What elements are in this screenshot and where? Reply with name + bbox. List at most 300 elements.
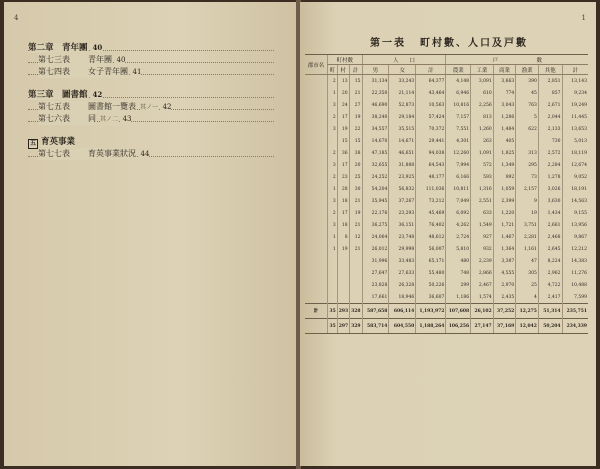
population-table <box>305 54 588 334</box>
table-row <box>305 171 588 183</box>
table-cell: 12,674 <box>562 159 588 171</box>
table-cell: 622 <box>516 123 539 135</box>
table-cell: 2,157 <box>516 183 539 195</box>
table-cell <box>337 291 349 304</box>
column-header: 村 <box>337 65 349 75</box>
table-cell: 2,866 <box>471 267 494 279</box>
right-page-number: 1 <box>581 14 586 22</box>
column-header: 町 <box>328 65 338 75</box>
table-cell <box>337 255 349 267</box>
toc-section-library[interactable] <box>28 89 290 101</box>
table-cell: 583,714 <box>362 319 389 334</box>
row-label <box>305 255 328 267</box>
table-cell: 33,483 <box>389 255 416 267</box>
toc-table-number: 第七三表 <box>38 54 88 66</box>
table-cell: 2,417 <box>538 291 562 304</box>
table-cell: 299 <box>446 279 471 291</box>
table-cell: 27,647 <box>362 267 389 279</box>
table-row <box>305 183 588 195</box>
table-cell: 22,350 <box>362 87 389 99</box>
column-header: 計 <box>562 65 588 75</box>
table-cell: 10,811 <box>446 183 471 195</box>
table-row <box>305 147 588 159</box>
table-cell: 2,970 <box>493 279 516 291</box>
table-cell: 46,690 <box>362 99 389 111</box>
table-cell: 17 <box>337 111 349 123</box>
table-cell: 8 <box>337 231 349 243</box>
table-cell: 1,193,972 <box>416 304 446 319</box>
row-label <box>305 87 328 99</box>
table-cell: 23 <box>337 171 349 183</box>
table-caption: 町村數、人口及戸數 <box>420 38 528 49</box>
table-cell: 51,314 <box>538 304 562 319</box>
table-cell: 64,543 <box>416 159 446 171</box>
table-cell: 10,816 <box>446 99 471 111</box>
table-cell: 29,441 <box>416 135 446 147</box>
table-cell: 14,383 <box>562 255 588 267</box>
table-cell: 3,043 <box>493 99 516 111</box>
table-cell: 73 <box>516 171 539 183</box>
row-label <box>305 219 328 231</box>
row-label <box>305 231 328 243</box>
table-cell: 37,267 <box>389 195 416 207</box>
table-cell: 3 <box>328 159 338 171</box>
table-cell: 892 <box>493 171 516 183</box>
row-label <box>305 171 328 183</box>
table-cell: 47 <box>516 255 539 267</box>
table-cell: 23,925 <box>389 171 416 183</box>
table-cell: 21 <box>349 243 362 255</box>
table-cell: 19 <box>349 207 362 219</box>
table-cell <box>349 255 362 267</box>
table-cell: 7,994 <box>446 159 471 171</box>
table-cell: 64,377 <box>416 75 446 88</box>
table-cell: 1,825 <box>493 147 516 159</box>
table-cell: 31,134 <box>362 75 389 88</box>
toc-item[interactable] <box>28 101 290 113</box>
table-cell: 19 <box>337 123 349 135</box>
table-cell: 5,810 <box>446 243 471 255</box>
table-cell: 405 <box>493 135 516 147</box>
table-cell: 1,220 <box>493 207 516 219</box>
table-cell: 21 <box>349 195 362 207</box>
table-cell: 4,148 <box>446 75 471 88</box>
table-cell: 76,402 <box>416 219 446 231</box>
table-cell: 11,445 <box>562 111 588 123</box>
table-row <box>305 279 588 291</box>
table-cell: 2,399 <box>493 195 516 207</box>
table-cell: 50,226 <box>416 279 446 291</box>
table-cell: 19 <box>349 111 362 123</box>
table-cell: 2 <box>328 147 338 159</box>
toc-item[interactable] <box>28 54 290 66</box>
table-cell: 31,888 <box>389 159 416 171</box>
table-cell: 24 <box>337 99 349 111</box>
table-cell: 2,284 <box>538 159 562 171</box>
table-cell <box>337 267 349 279</box>
row-label <box>305 291 328 304</box>
table-cell: 18,119 <box>562 147 588 159</box>
table-cell: 2 <box>328 171 338 183</box>
column-header: 工業 <box>471 65 494 75</box>
table-cell: 2,962 <box>538 267 562 279</box>
table-cell: 295 <box>516 159 539 171</box>
table-cell: 10,563 <box>416 99 446 111</box>
toc-item-note: 其ノ二 <box>100 114 118 126</box>
toc-table-number: 第七六表 <box>38 113 88 125</box>
table-row <box>305 231 588 243</box>
table-cell: 480 <box>446 255 471 267</box>
table-cell: 3 <box>328 123 338 135</box>
table-cell: 29,184 <box>389 111 416 123</box>
table-cell: 26,328 <box>389 279 416 291</box>
table-cell: 36,151 <box>389 219 416 231</box>
header-area: 郡市名 <box>305 55 328 75</box>
table-row <box>305 159 588 171</box>
row-label <box>305 111 328 123</box>
row-label <box>305 123 328 135</box>
row-label <box>305 279 328 291</box>
table-cell: 1,316 <box>471 183 494 195</box>
table-subheader-row <box>305 65 588 75</box>
table-cell: 56,007 <box>416 243 446 255</box>
table-cell: 2,467 <box>471 279 494 291</box>
table-cell: 1,364 <box>493 243 516 255</box>
left-page-number: 4 <box>14 14 19 22</box>
table-cell: 610 <box>471 87 494 99</box>
table-cell: 30 <box>349 183 362 195</box>
table-cell: 94,038 <box>416 147 446 159</box>
table-cell: 1,091 <box>471 147 494 159</box>
column-header: 計 <box>416 65 446 75</box>
table-cell: 26,012 <box>362 243 389 255</box>
table-cell <box>349 267 362 279</box>
column-header: 計 <box>349 65 362 75</box>
table-cell: 305 <box>516 267 539 279</box>
table-cell: 8,224 <box>538 255 562 267</box>
section-mark: 五 <box>29 140 36 147</box>
table-cell <box>328 291 338 304</box>
table-cell: 15 <box>349 135 362 147</box>
toc-item-title: 青年團 <box>88 55 112 64</box>
toc-section-heading: 第三章 圖書館 <box>28 90 88 100</box>
row-label <box>305 147 328 159</box>
row-label <box>305 135 328 147</box>
toc-item-note: 其ノ一 <box>140 102 158 114</box>
table-cell: 33,243 <box>389 75 416 88</box>
toc-page-number: 44 <box>140 150 150 158</box>
table-cell: 26,102 <box>471 304 494 319</box>
table-cell: 17,661 <box>362 291 389 304</box>
table-cell: 20 <box>349 159 362 171</box>
table-row <box>305 135 588 147</box>
toc-page-number: 42 <box>92 90 103 99</box>
table-cell: 2,724 <box>446 231 471 243</box>
table-cell: 932 <box>471 243 494 255</box>
column-header: 農業 <box>446 65 471 75</box>
table-cell: 48,612 <box>416 231 446 243</box>
table-cell: 1,574 <box>471 291 494 304</box>
table-cell: 35 <box>328 319 338 334</box>
table-cell: 9,155 <box>562 207 588 219</box>
table-cell: 293 <box>337 304 349 319</box>
table-cell <box>516 135 539 147</box>
table-cell: 2 <box>328 207 338 219</box>
table-cell: 15 <box>349 75 362 88</box>
table-cell: 1,467 <box>493 231 516 243</box>
table-cell: 329 <box>349 319 362 334</box>
table-cell: 111,036 <box>416 183 446 195</box>
table-cell: 1 <box>328 87 338 99</box>
table-cell: 45,469 <box>416 207 446 219</box>
table-cell: 19 <box>516 207 539 219</box>
row-label <box>305 183 328 195</box>
table-cell: 587,658 <box>362 304 389 319</box>
table-cell: 3,091 <box>471 75 494 88</box>
table-cell: 774 <box>493 87 516 99</box>
table-cell: 572 <box>471 159 494 171</box>
table-cell: 22,176 <box>362 207 389 219</box>
toc-page-number: 43 <box>122 115 132 123</box>
table-cell: 3,630 <box>538 195 562 207</box>
table-row <box>305 123 588 135</box>
table-cell: 21,114 <box>389 87 416 99</box>
table-cell: 14,563 <box>562 195 588 207</box>
table-cell: 28 <box>337 183 349 195</box>
table-cell: 1,349 <box>493 159 516 171</box>
toc-table-number: 第七七表 <box>38 148 88 160</box>
table-total-row <box>305 304 588 319</box>
toc-item-title: 同 <box>88 114 96 123</box>
table-of-contents <box>28 38 290 160</box>
table-cell: 9 <box>516 195 539 207</box>
table-body <box>305 75 588 334</box>
table-cell: 263 <box>471 135 494 147</box>
table-cell <box>328 267 338 279</box>
table-cell: 2,256 <box>471 99 494 111</box>
table-cell: 25 <box>516 279 539 291</box>
table-cell: 3,387 <box>493 255 516 267</box>
table-cell: 2,044 <box>538 111 562 123</box>
table-cell: 12,212 <box>562 243 588 255</box>
table-cell: 3,751 <box>516 219 539 231</box>
toc-page-number: 40 <box>116 56 126 64</box>
table-number: 第一表 <box>370 38 406 49</box>
toc-section-youth-group[interactable] <box>28 42 290 54</box>
table-cell: 34,557 <box>362 123 389 135</box>
table-header-row <box>305 55 588 65</box>
table-cell: 17 <box>337 159 349 171</box>
table-cell: 52,873 <box>389 99 416 111</box>
table-cell: 43,464 <box>416 87 446 99</box>
table-cell: 633 <box>471 207 494 219</box>
row-label <box>305 319 328 334</box>
table-cell: 54,204 <box>362 183 389 195</box>
table-cell: 9,234 <box>562 87 588 99</box>
table-cell: 748 <box>446 267 471 279</box>
table-cell: 1,484 <box>493 123 516 135</box>
table-cell: 13,653 <box>562 123 588 135</box>
table-cell: 19 <box>337 243 349 255</box>
table-row <box>305 243 588 255</box>
table-cell <box>328 255 338 267</box>
table-cell: 1,434 <box>538 207 562 219</box>
table-cell: 65,171 <box>416 255 446 267</box>
table-cell: 2,661 <box>538 219 562 231</box>
table-cell: 18,191 <box>562 183 588 195</box>
row-label <box>305 75 328 88</box>
table-cell: 23,293 <box>389 207 416 219</box>
row-label <box>305 267 328 279</box>
toc-item-title: 育英事業狀況 <box>88 149 136 158</box>
table-cell: 20 <box>337 87 349 99</box>
table-cell: 1,161 <box>516 243 539 255</box>
table-cell: 38 <box>349 147 362 159</box>
table-cell: 7,157 <box>446 111 471 123</box>
table-cell: 47,185 <box>362 147 389 159</box>
table-title <box>370 34 528 49</box>
table-cell: 45 <box>516 87 539 99</box>
table-cell: 4 <box>516 291 539 304</box>
table-cell: 18 <box>337 219 349 231</box>
table-cell: 2 <box>328 75 338 88</box>
table-cell: 1,260 <box>471 123 494 135</box>
toc-section-scholarship[interactable] <box>28 136 290 148</box>
table-cell: 50,204 <box>538 319 562 334</box>
table-cell: 606,114 <box>389 304 416 319</box>
table-cell: 2,645 <box>538 243 562 255</box>
table-cell: 857 <box>538 87 562 99</box>
table-cell: 35,945 <box>362 195 389 207</box>
table-cell: 12,275 <box>516 304 539 319</box>
table-cell: 13,956 <box>562 219 588 231</box>
toc-page-number: 42 <box>162 103 172 111</box>
table-cell: 29,998 <box>389 243 416 255</box>
table-cell: 13 <box>337 75 349 88</box>
table-cell: 2,281 <box>516 231 539 243</box>
table-cell <box>349 279 362 291</box>
toc-item[interactable] <box>28 66 290 78</box>
table-cell: 604,550 <box>389 319 416 334</box>
table-cell: 12,260 <box>446 147 471 159</box>
table-cell: 2,133 <box>538 123 562 135</box>
table-cell: 24,252 <box>362 171 389 183</box>
table-cell: 2,572 <box>538 147 562 159</box>
table-cell: 56,832 <box>389 183 416 195</box>
table-cell <box>328 135 338 147</box>
table-row <box>305 111 588 123</box>
table-cell: 7,551 <box>446 123 471 135</box>
table-row <box>305 255 588 267</box>
column-header: 漁業 <box>516 65 539 75</box>
table-cell: 37,252 <box>493 304 516 319</box>
table-cell: 813 <box>471 111 494 123</box>
table-cell: 593 <box>471 171 494 183</box>
table-cell: 1,278 <box>538 171 562 183</box>
toc-item-title: 女子青年團 <box>88 67 128 76</box>
table-cell: 1,286 <box>493 111 516 123</box>
table-cell: 17 <box>337 207 349 219</box>
table-cell: 23,748 <box>389 231 416 243</box>
table-cell: 21 <box>349 87 362 99</box>
table-cell: 70,372 <box>416 123 446 135</box>
header-households: 戸 數 <box>446 55 588 65</box>
row-label <box>305 99 328 111</box>
table-cell: 1 <box>328 231 338 243</box>
toc-table-number: 第七五表 <box>38 101 88 113</box>
table-cell: 38,240 <box>362 111 389 123</box>
table-cell <box>349 291 362 304</box>
table-cell: 106,256 <box>446 319 471 334</box>
table-cell: 27,147 <box>471 319 494 334</box>
table-cell: 6,946 <box>446 87 471 99</box>
table-cell: 107,608 <box>446 304 471 319</box>
table-row <box>305 219 588 231</box>
table-cell: 9,052 <box>562 171 588 183</box>
table-cell: 15 <box>337 135 349 147</box>
table-cell <box>337 279 349 291</box>
table-cell: 11,276 <box>562 267 588 279</box>
table-cell: 730 <box>538 135 562 147</box>
table-cell: 2,851 <box>538 75 562 88</box>
table-cell: 1,186 <box>446 291 471 304</box>
table-cell: 35,515 <box>389 123 416 135</box>
table-row <box>305 195 588 207</box>
table-row <box>305 87 588 99</box>
table-cell: 7,599 <box>562 291 588 304</box>
right-page <box>300 2 596 466</box>
table-cell: 10,488 <box>562 279 588 291</box>
toc-page-number: 40 <box>92 43 103 52</box>
table-cell: 297 <box>337 319 349 334</box>
row-label <box>305 207 328 219</box>
left-page <box>4 2 297 466</box>
table-cell: 2,435 <box>493 291 516 304</box>
table-cell: 2,468 <box>538 231 562 243</box>
table-cell: 73,212 <box>416 195 446 207</box>
table-cell: 3 <box>328 195 338 207</box>
table-cell: 6,092 <box>446 207 471 219</box>
table-cell: 25 <box>349 171 362 183</box>
toc-item[interactable] <box>28 113 290 125</box>
table-cell: 48,177 <box>416 171 446 183</box>
table-cell: 234,339 <box>562 319 588 334</box>
header-municipalities: 町村數 <box>328 55 362 65</box>
row-label <box>305 195 328 207</box>
table-cell: 21 <box>349 219 362 231</box>
toc-table-number: 第七四表 <box>38 66 88 78</box>
table-cell: 32,655 <box>362 159 389 171</box>
table-cell: 37,169 <box>493 319 516 334</box>
table-row <box>305 99 588 111</box>
population-table-container <box>305 54 588 334</box>
table-cell: 36 <box>337 147 349 159</box>
table-cell: 2,239 <box>471 255 494 267</box>
table-cell: 2,671 <box>538 99 562 111</box>
table-cell: 12 <box>349 231 362 243</box>
table-cell: 328 <box>349 304 362 319</box>
table-row <box>305 267 588 279</box>
table-cell: 27,633 <box>389 267 416 279</box>
table-cell: 3,663 <box>493 75 516 88</box>
toc-item[interactable] <box>28 148 290 160</box>
table-cell: 2 <box>328 111 338 123</box>
table-cell: 390 <box>516 75 539 88</box>
column-header: 男 <box>362 65 389 75</box>
table-cell: 46,651 <box>389 147 416 159</box>
table-total-row <box>305 319 588 334</box>
table-cell: 4,555 <box>493 267 516 279</box>
